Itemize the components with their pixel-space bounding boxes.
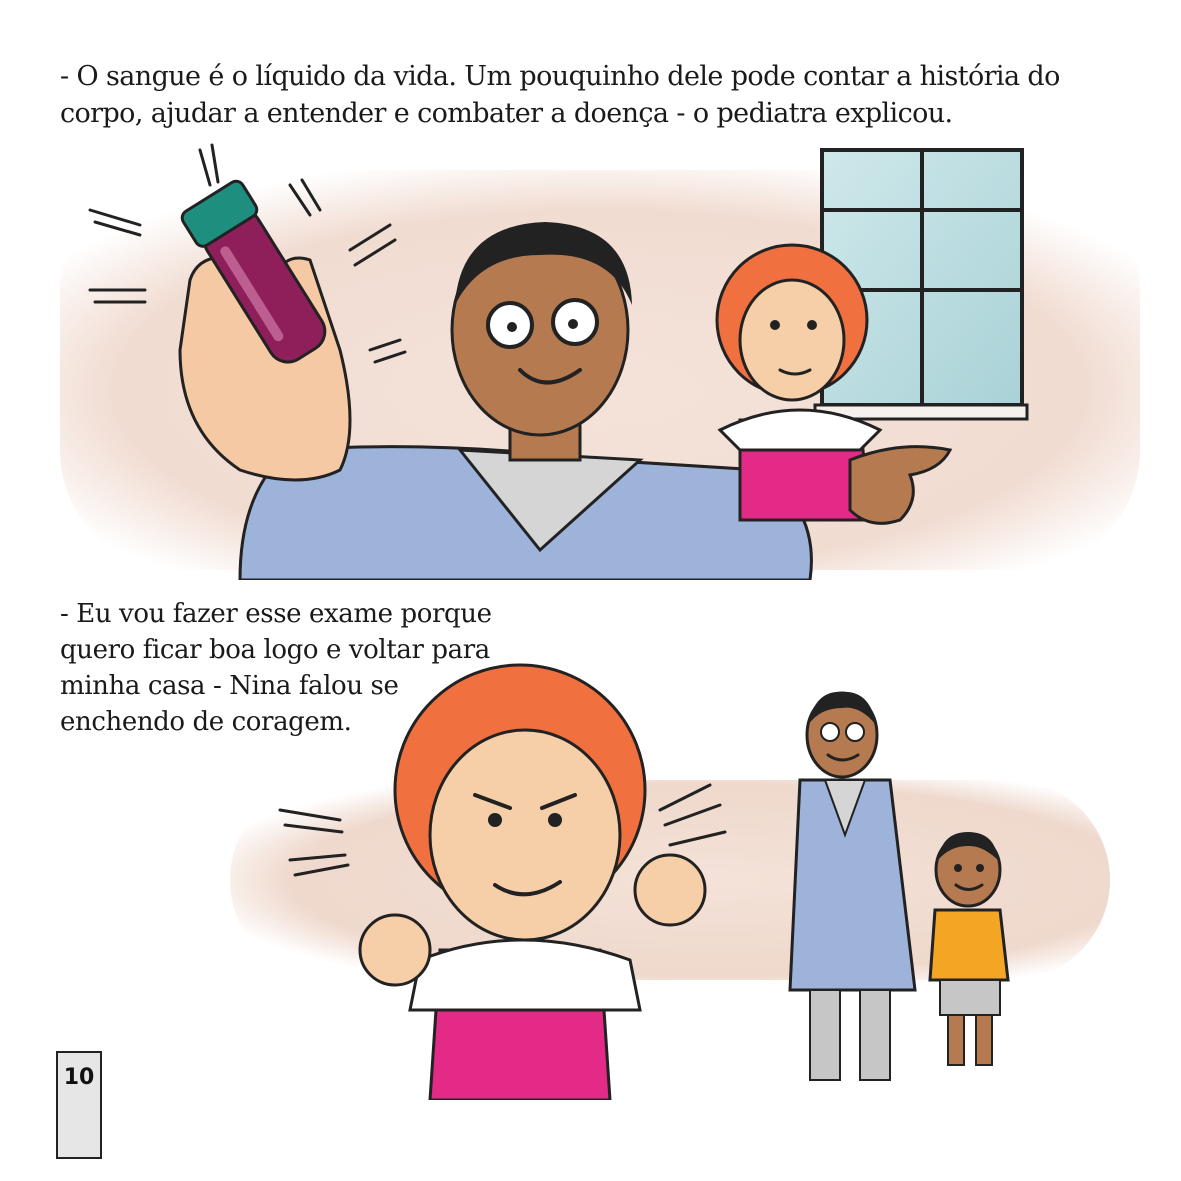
bottom-caption: - Eu vou fazer esse exame porque quero ficar boa logo e voltar para minha casa - Nina falou se enchendo de coragem. xyxy=(60,599,492,737)
boy-standing xyxy=(930,832,1008,1065)
top-caption: - O sangue é o líquido da vida. Um pouquinho dele pode contar a história do corpo, ajudar a entender e combater a doença - o pediatra explicou. xyxy=(60,61,1060,129)
illustration-doctor-with-blood-tube xyxy=(40,130,1150,580)
page-number: 10 xyxy=(56,1051,102,1159)
doctor-standing xyxy=(790,692,915,1080)
illustration-nina-courage xyxy=(230,660,1110,1100)
